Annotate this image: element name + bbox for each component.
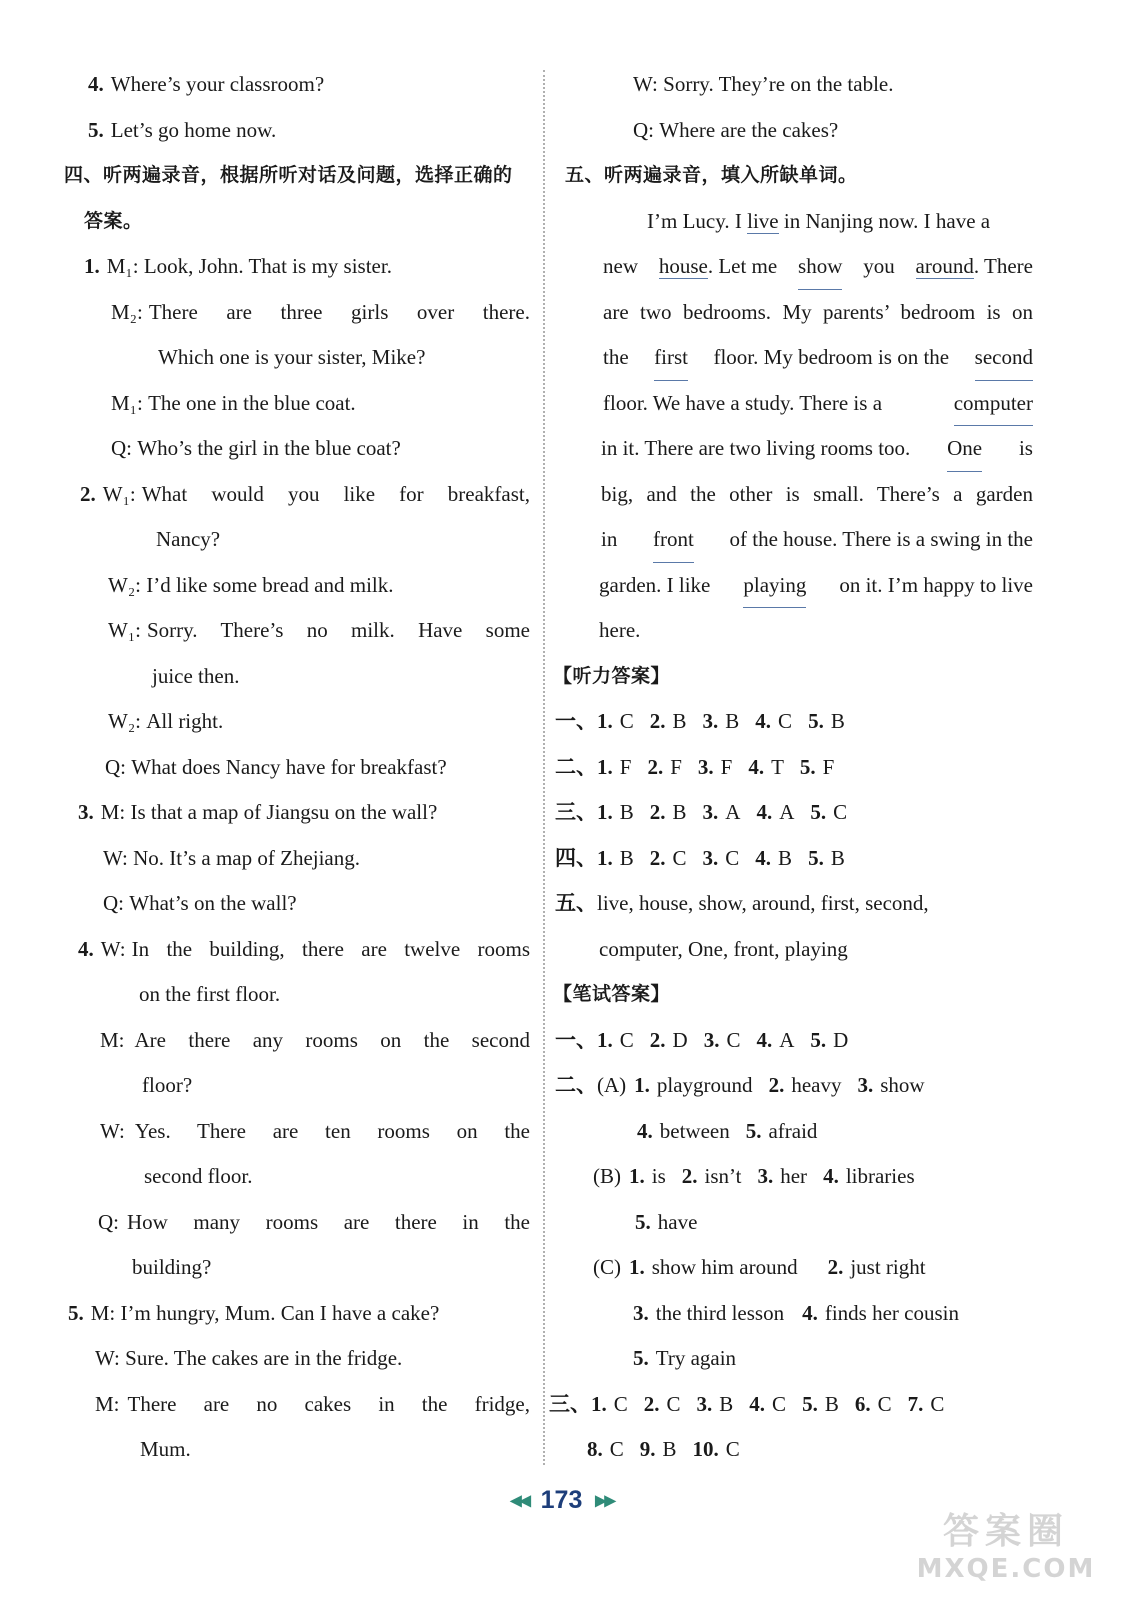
blank-playing: playing <box>743 563 806 609</box>
passage-line-10: here. <box>599 618 641 642</box>
passage-line-5: floor. We have a study. There is a computer <box>555 381 1045 427</box>
dialogue-1-question: Q: Who’s the girl in the blue coat? <box>111 436 401 460</box>
dialogue-2-line-4: W₂: All right. <box>108 709 224 733</box>
listening-answers-row-5b: computer, One, front, playing <box>599 936 848 961</box>
written-answers-2a-line-1: 二、 (A) 1. playground 2. heavy 3. show <box>555 1073 925 1097</box>
dialogue-4-line-2b: floor? <box>142 1073 193 1097</box>
written-answers-header: 【笔试答案】 <box>553 983 671 1005</box>
listening-answers-row-5: 五、live, house, show, around, first, second, <box>555 891 929 915</box>
listening-answers-row-3: 三、 1. B 2. B 3. A 4. A 5. C <box>555 800 848 824</box>
blank-computer: computer <box>954 381 1033 427</box>
dialogue-2-line-1: 2. W₁: What would you like for breakfast, <box>80 481 530 506</box>
prev-item-5: 5. Let’s go home now. <box>88 117 277 142</box>
written-answers-2b-line-1: (B) 1. is 2. isn’t 3. her 4. libraries <box>593 1164 915 1188</box>
dialogue-5-line-3: M: There are no cakes in the fridge, <box>95 1391 530 1416</box>
dialogue-5-line-4: W: Sorry. They’re on the table. <box>633 72 894 96</box>
dialogue-1-line-2b: Which one is your sister, Mike? <box>158 345 426 369</box>
dialogue-5-line-3b: Mum. <box>140 1437 191 1461</box>
listening-answers-row-2: 二、 1. F 2. F 3. F 4. T 5. F <box>555 754 835 779</box>
written-answers-2c-line-1: (C) 1. show him around 2. just right <box>593 1255 926 1279</box>
left-column <box>64 62 530 1473</box>
dialogue-4-question: Q: How many rooms are there in the <box>98 1209 530 1234</box>
previous-page-icon[interactable]: ◀◀ <box>509 1492 529 1510</box>
column-divider <box>543 70 545 1465</box>
section-4-title-cont: 答案。 <box>84 209 143 232</box>
blank-first: first <box>654 335 688 381</box>
blank-house: house <box>658 254 708 278</box>
dialogue-3-question: Q: What’s on the wall? <box>103 891 297 915</box>
written-answers-2a-line-2: 4. between 5. afraid <box>637 1118 818 1143</box>
written-answers-2c-line-3: 5. Try again <box>633 1346 737 1370</box>
written-answers-row-1: 一、 1. C 2. D 3. C 4. A 5. D <box>555 1027 849 1052</box>
passage-line-8: in front of the house. There is a swing in the <box>555 517 1045 563</box>
written-answers-3-line-2: 8. C 9. B 10. C <box>587 1437 740 1461</box>
dialogue-5-question: Q: Where are the cakes? <box>633 117 839 142</box>
passage-line-6: in it. There are two living rooms too. One is <box>555 426 1045 472</box>
dialogue-5-line-1: 5. M: I’m hungry, Mum. Can I have a cake? <box>68 1300 440 1325</box>
section-4-title: 四、听两遍录音，根据所听对话及问题，选择正确的 <box>64 164 513 186</box>
blank-show: show <box>798 244 842 290</box>
section-5-title: 五、听两遍录音，填入所缺单词。 <box>565 164 858 186</box>
blank-around: around <box>915 254 974 278</box>
watermark-logo: 答案圈 MXQE.COM <box>916 1511 1096 1584</box>
passage-line-4: the first floor. My bedroom is on the second <box>555 335 1045 381</box>
dialogue-1-line-3: M₁: The one in the blue coat. <box>111 390 356 415</box>
written-answers-2b-line-2: 5. have <box>635 1209 698 1234</box>
dialogue-2-line-3b: juice then. <box>152 663 240 688</box>
dialogue-2-line-3: W₁: Sorry. There’s no milk. Have some <box>108 618 530 642</box>
dialogue-2-line-1b: Nancy? <box>156 527 221 551</box>
listening-answers-header: 【听力答案】 <box>553 664 671 687</box>
dialogue-4-line-2: M: Are there any rooms on the second <box>100 1027 530 1052</box>
blank-front: front <box>653 517 694 563</box>
dialogue-3-line-2: W: No. It’s a map of Zhejiang. <box>103 845 360 870</box>
written-answers-3-line-1: 三、 1. C 2. C 3. B 4. C 5. B 6. C 7. C <box>549 1391 945 1416</box>
dialogue-1-line-2: M₂: There are three girls over there. <box>111 299 530 324</box>
dialogue-4-line-3: W: Yes. There are ten rooms on the <box>100 1118 530 1143</box>
right-column <box>549 62 1045 1473</box>
dialogue-2-line-2: W₂: I’d like some bread and milk. <box>108 572 394 597</box>
passage-line-7: big, and the other is small. There’s a garden <box>601 481 1033 506</box>
dialogue-4-question-b: building? <box>132 1255 212 1279</box>
listening-answers-row-1: 一、 1. C 2. B 3. B 4. C 5. B <box>555 709 845 733</box>
passage-line-9: garden. I like playing on it. I’m happy to live <box>555 563 1045 609</box>
written-answers-2c-line-2: 3. the third lesson 4. finds her cousin <box>633 1300 959 1325</box>
prev-item-4: 4. Where’s your classroom? <box>88 72 325 96</box>
blank-second: second <box>975 335 1033 381</box>
passage-line-3: are two bedrooms. My parents’ bedroom is on <box>603 299 1033 324</box>
passage-line-1: I’m Lucy. I live in Nanjing now. I have a <box>647 208 991 233</box>
dialogue-5-line-2: W: Sure. The cakes are in the fridge. <box>95 1346 403 1370</box>
dialogue-3-line-1: 3. M: Is that a map of Jiangsu on the wall? <box>78 800 438 824</box>
dialogue-4-line-1b: on the first floor. <box>139 982 281 1006</box>
dialogue-4-line-1: 4. W: In the building, there are twelve rooms <box>78 936 530 961</box>
blank-one: One <box>947 426 982 472</box>
blank-live: live <box>747 208 779 233</box>
dialogue-1-line-1: 1. M₁: Look, John. That is my sister. <box>84 254 392 278</box>
page-number: 173 <box>540 1486 583 1514</box>
next-page-icon[interactable]: ▶▶ <box>594 1492 614 1510</box>
dialogue-2-question: Q: What does Nancy have for breakfast? <box>105 754 447 779</box>
listening-answers-row-4: 四、 1. B 2. C 3. C 4. B 5. B <box>555 845 845 870</box>
dialogue-4-line-3b: second floor. <box>144 1164 253 1188</box>
passage-line-2: new house. Let me show you around. There <box>555 244 1045 290</box>
